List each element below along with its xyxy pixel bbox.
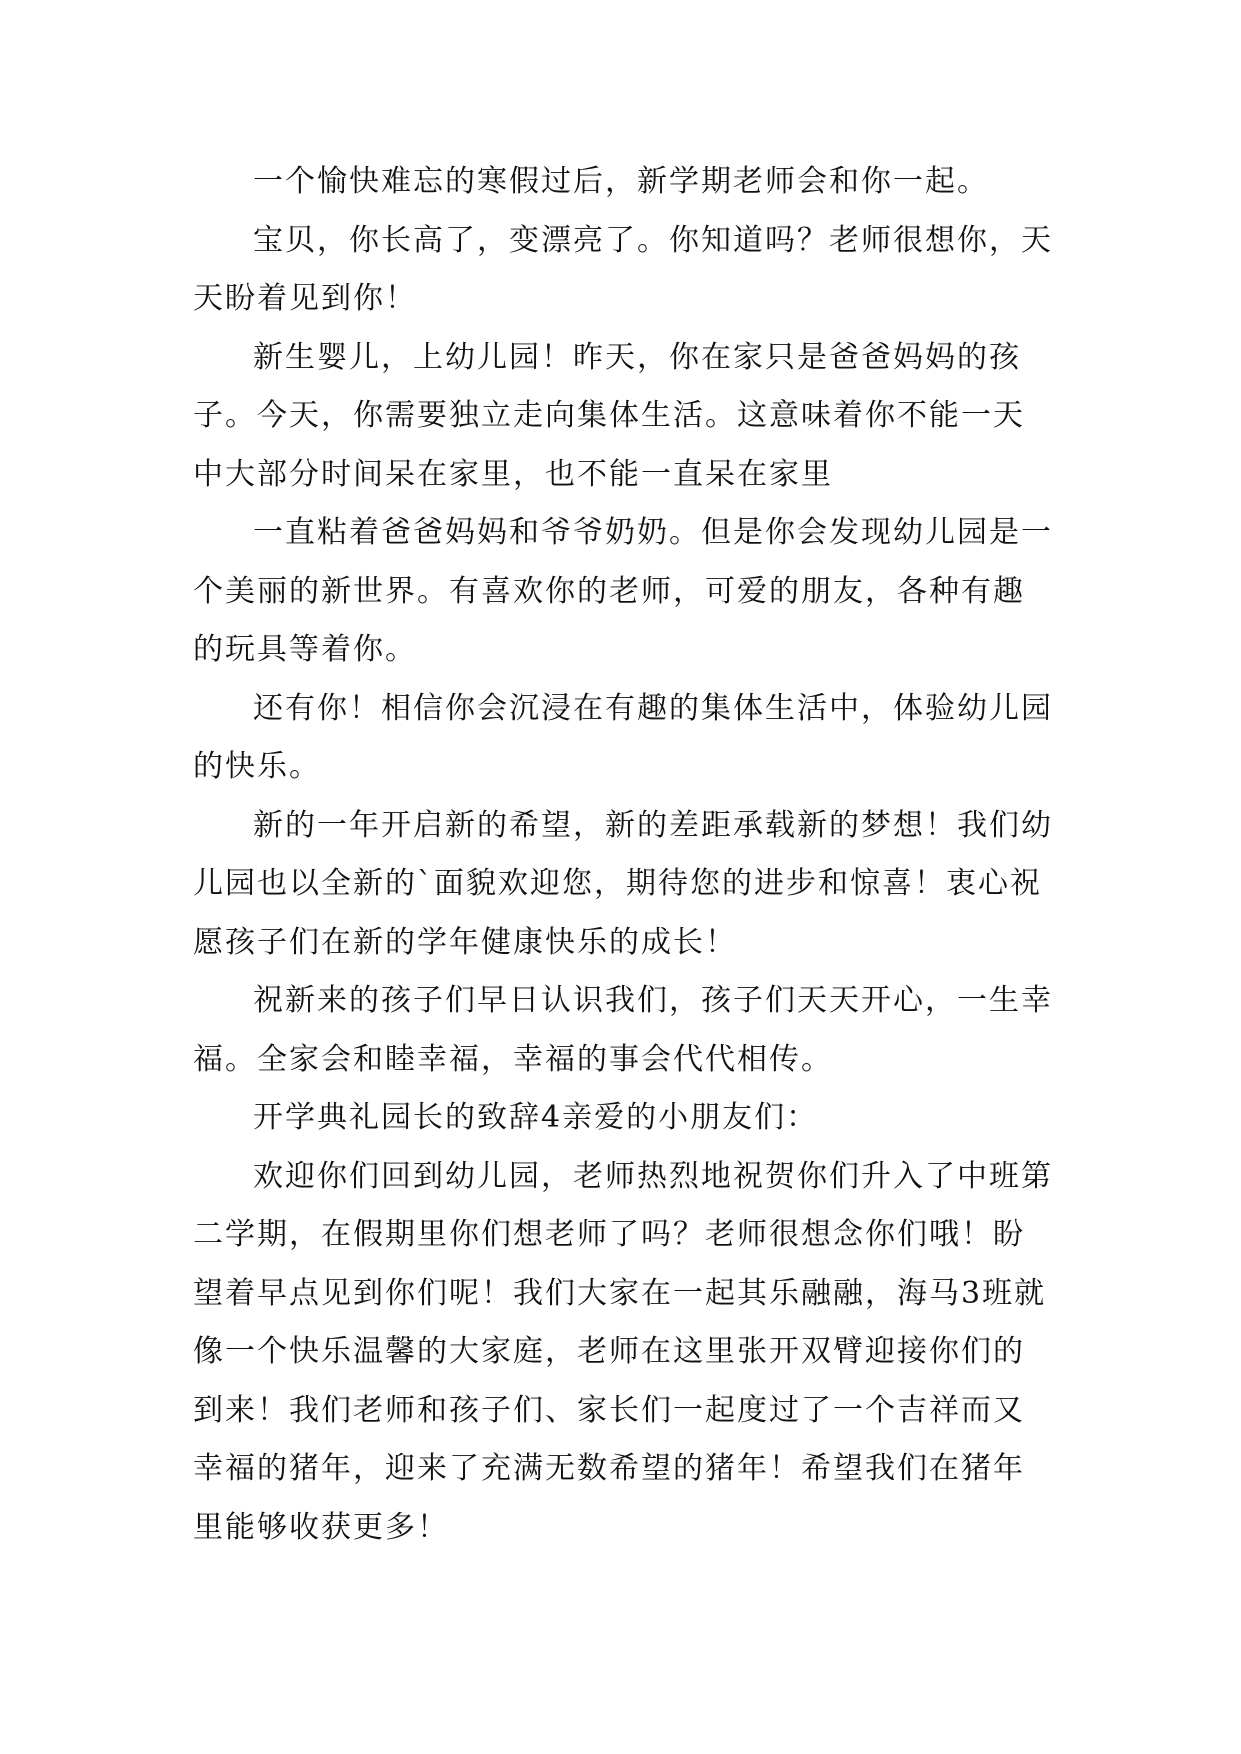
paragraph-2: 宝贝，你长高了，变漂亮了。你知道吗？老师很想你，天天盼着见到你！ (193, 222, 1053, 316)
document-body (193, 153, 1055, 1557)
paragraph-7: 祝新来的孩子们早日认识我们，孩子们天天开心，一生幸福。全家会和睦幸福，幸福的事会代代相传。 (193, 983, 1053, 1077)
paragraph-1: 一个愉快难忘的寒假过后，新学期老师会和你一起。 (253, 164, 989, 199)
paragraph-4: 一直粘着爸爸妈妈和爷爷奶奶。但是你会发现幼儿园是一个美丽的新世界。有喜欢你的老师，可爱的朋友，各种有趣的玩具等着你。 (193, 515, 1053, 667)
paragraph-6: 新的一年开启新的希望，新的差距承载新的梦想！我们幼儿园也以全新的`面貌欢迎您，期待您的进步和惊喜！衷心祝愿孩子们在新的学年健康快乐的成长！ (193, 807, 1053, 960)
paragraph-9: 欢迎你们回到幼儿园，老师热烈地祝贺你们升入了中班第二学期，在假期里你们想老师了吗？老师很想念你们哦！盼望着早点见到你们呢！我们大家在一起其乐融融，海马3班就像一个快乐温馨的大家庭，老师在这里张开双臂迎接你们的到来！我们老师和孩子们、家长们一起度过了一个吉祥而又幸福的猪年，迎来了充满无数希望的猪年！希望我们在猪年里能够收获更多！ (193, 1158, 1053, 1545)
paragraph-5: 还有你！相信你会沉浸在有趣的集体生活中，体验幼儿园的快乐。 (193, 690, 1053, 784)
paragraph-8: 开学典礼园长的致辞4亲爱的小朋友们： (253, 1100, 819, 1135)
paragraph-3: 新生婴儿，上幼儿园！昨天，你在家只是爸爸妈妈的孩子。今天，你需要独立走向集体生活。这意味着你不能一天中大部分时间呆在家里，也不能一直呆在家里 (193, 339, 1025, 492)
